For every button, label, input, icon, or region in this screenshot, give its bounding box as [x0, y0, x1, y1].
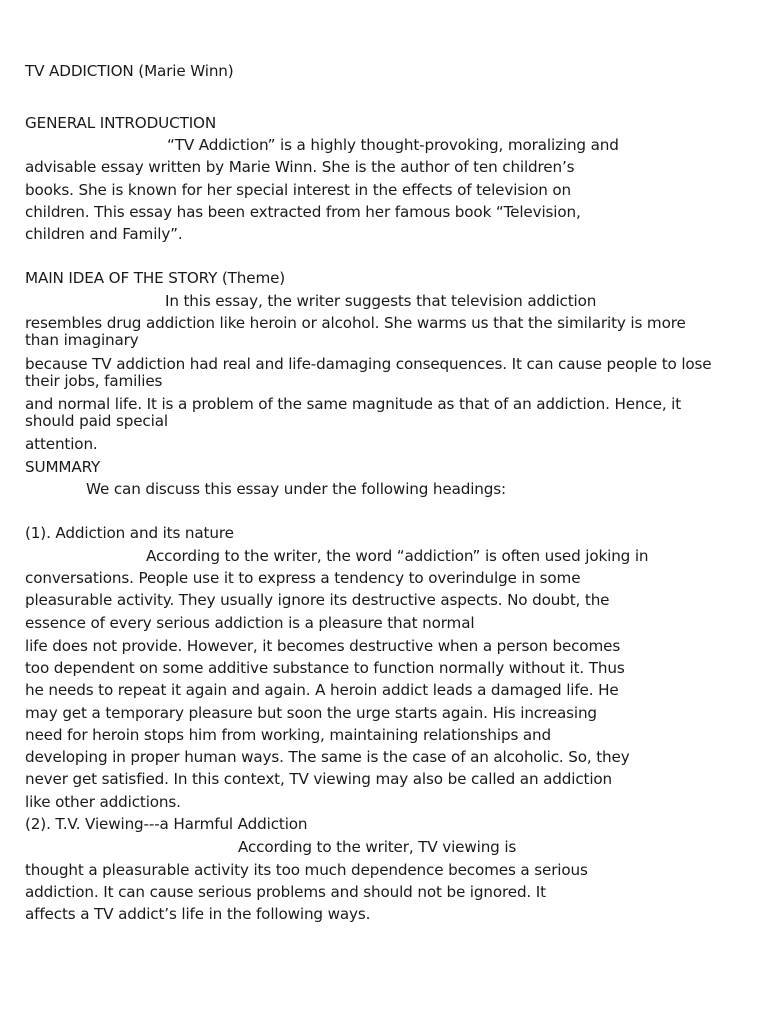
theme-line: because TV addiction had real and life-damaging consequences. It can cause people to lose their jobs, families [25, 355, 712, 390]
section1-line: he needs to repeat it again and again. A heroin addict leads a damaged life. He [25, 681, 619, 699]
section1-line: According to the writer, the word “addiction” is often used joking in [146, 547, 649, 565]
intro-line: children. This essay has been extracted from her famous book “Television, [25, 203, 581, 221]
section1-line: conversations. People use it to express a tendency to overindulge in some [25, 569, 581, 587]
intro-line: advisable essay written by Marie Winn. She is the author of ten children’s [25, 158, 575, 176]
theme-heading: MAIN IDEA OF THE STORY (Theme) [25, 269, 286, 287]
summary-intro: We can discuss this essay under the following headings: [86, 480, 506, 498]
intro-heading: GENERAL INTRODUCTION [25, 114, 217, 132]
section1-line: life does not provide. However, it becomes destructive when a person becomes [25, 637, 621, 655]
theme-line: In this essay, the writer suggests that television addiction [165, 292, 597, 310]
section2-line: thought a pleasurable activity its too much dependence becomes a serious [25, 861, 588, 879]
section1-line: essence of every serious addiction is a pleasure that normal [25, 614, 475, 632]
theme-line: and normal life. It is a problem of the same magnitude as that of an addiction. Hence, it should paid special [25, 395, 682, 430]
intro-line: “TV Addiction” is a highly thought-provoking, moralizing and [167, 136, 619, 154]
section1-line: never get satisfied. In this context, TV viewing may also be called an addiction [25, 770, 613, 788]
theme-line: resembles drug addiction like heroin or alcohol. She warms us that the similarity is more than imaginary [25, 314, 686, 349]
section2-line: addiction. It can cause serious problems and should not be ignored. It [25, 883, 546, 901]
section1-line: pleasurable activity. They usually ignore its destructive aspects. No doubt, the [25, 591, 610, 609]
section2-heading: (2). T.V. Viewing---a Harmful Addiction [25, 815, 308, 833]
section2-line: According to the writer, TV viewing is [238, 838, 517, 856]
summary-heading: SUMMARY [25, 458, 101, 476]
section1-line: developing in proper human ways. The same is the case of an alcoholic. So, they [25, 748, 630, 766]
section1-line: too dependent on some additive substance to function normally without it. Thus [25, 659, 625, 677]
section1-heading: (1). Addiction and its nature [25, 524, 234, 542]
theme-line: attention. [25, 435, 98, 453]
section1-line: may get a temporary pleasure but soon the urge starts again. His increasing [25, 704, 597, 722]
intro-line: children and Family”. [25, 225, 183, 243]
document-title: TV ADDICTION (Marie Winn) [25, 62, 234, 80]
section1-line: need for heroin stops him from working, maintaining relationships and [25, 726, 552, 744]
section1-line: like other addictions. [25, 793, 181, 811]
intro-line: books. She is known for her special interest in the effects of television on [25, 181, 572, 199]
section2-line: affects a TV addict’s life in the following ways. [25, 905, 371, 923]
